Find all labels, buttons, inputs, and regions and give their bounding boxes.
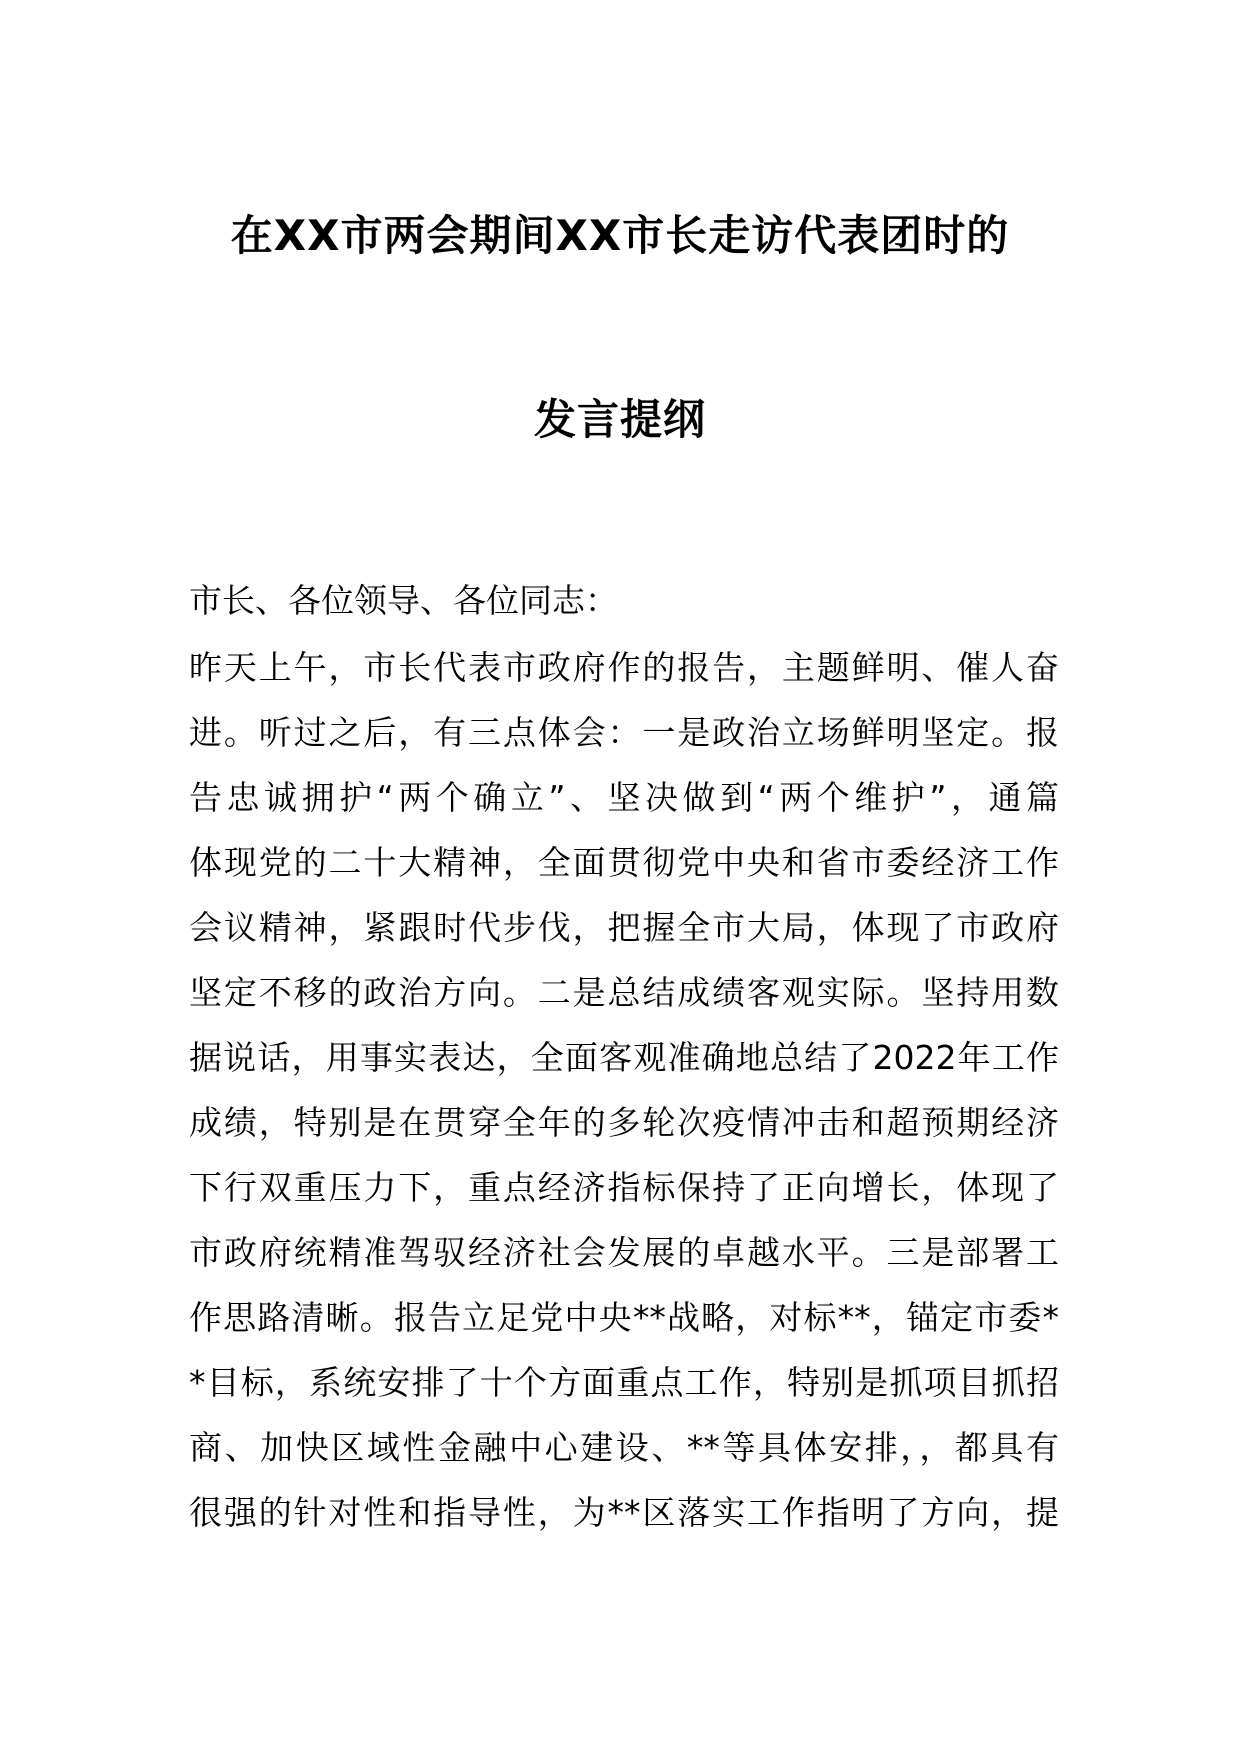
paragraph-line: 会议精神，紧跟时代步伐，把握全市大局，体现了市政府 [189,908,1059,947]
paragraph-line: 昨天上午，市长代表市政府作的报告，主题鲜明、催人奋 [189,648,1059,687]
body-paragraph [189,635,1059,1545]
paragraph-line: 坚定不移的政治方向。二是总结成绩客观实际。坚持用数 [189,973,1059,1012]
salutation: 市长、各位领导、各位同志： [189,581,618,620]
document-title-line-2: 发言提纲 [533,395,706,444]
paragraph-line: 下行双重压力下，重点经济指标保持了正向增长，体现了 [189,1168,1059,1207]
paragraph-line: 据说话，用事实表达，全面客观准确地总结了2022年工作 [189,1038,1059,1077]
paragraph-line: 进。听过之后，有三点体会：一是政治立场鲜明坚定。报 [189,713,1059,752]
document-title-line-1: 在XX市两会期间XX市长走访代表团时的 [230,211,1010,260]
paragraph-line: 告忠诚拥护“两个确立”、坚决做到“两个维护”，通篇 [189,778,1059,817]
paragraph-line: 商、加快区域性金融中心建设、**等具体安排，，都具有 [189,1428,1059,1467]
paragraph-line: 成绩，特别是在贯穿全年的多轮次疫情冲击和超预期经济 [189,1103,1059,1142]
paragraph-line: 体现党的二十大精神，全面贯彻党中央和省市委经济工作 [189,843,1059,882]
paragraph-line: 很强的针对性和指导性，为**区落实工作指明了方向，提 [189,1493,1059,1532]
paragraph-line: *目标，系统安排了十个方面重点工作，特别是抓项目抓招 [189,1363,1059,1402]
paragraph-line: 作思路清晰。报告立足党中央**战略，对标**，锚定市委* [189,1298,1060,1337]
paragraph-line: 市政府统精准驾驭经济社会发展的卓越水平。三是部署工 [189,1233,1059,1272]
